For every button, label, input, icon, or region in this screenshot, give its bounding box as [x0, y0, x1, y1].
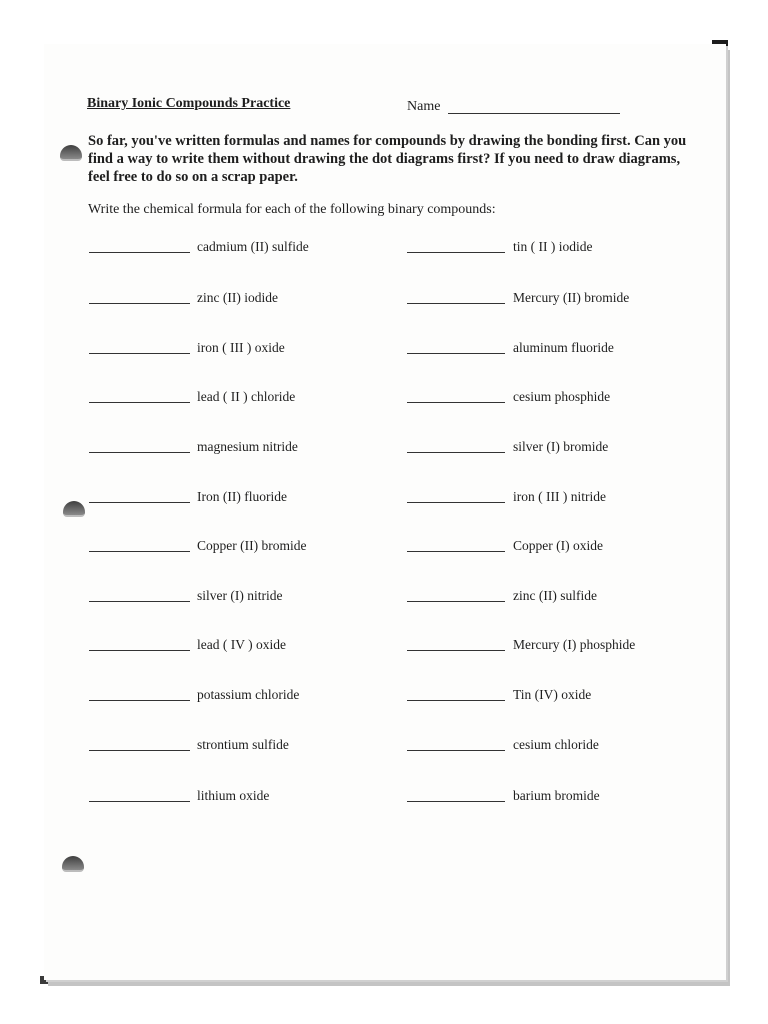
- punch-hole-icon: [62, 856, 84, 872]
- left-answer-blank-9[interactable]: [89, 650, 190, 651]
- instructions: Write the chemical formula for each of the following binary compounds:: [88, 202, 496, 217]
- right-answer-blank-10[interactable]: [407, 700, 505, 701]
- left-answer-blank-3[interactable]: [89, 353, 190, 354]
- right-compound-name-12: barium bromide: [513, 788, 600, 803]
- right-answer-blank-3[interactable]: [407, 353, 505, 354]
- name-field[interactable]: [448, 113, 620, 114]
- right-answer-blank-6[interactable]: [407, 502, 505, 503]
- left-compound-name-3: iron ( III ) oxide: [197, 340, 285, 355]
- right-compound-name-9: Mercury (I) phosphide: [513, 637, 636, 652]
- left-compound-name-9: lead ( IV ) oxide: [197, 637, 286, 652]
- right-answer-blank-5[interactable]: [407, 452, 505, 453]
- left-compound-name-6: Iron (II) fluoride: [197, 489, 287, 504]
- right-compound-name-8: zinc (II) sulfide: [513, 588, 597, 603]
- right-compound-name-7: Copper (I) oxide: [513, 538, 603, 553]
- right-answer-blank-11[interactable]: [407, 750, 505, 751]
- right-compound-name-10: Tin (IV) oxide: [513, 687, 592, 702]
- left-answer-blank-10[interactable]: [89, 700, 190, 701]
- left-answer-blank-8[interactable]: [89, 601, 190, 602]
- right-compound-name-4: cesium phosphide: [513, 389, 611, 404]
- left-compound-name-4: lead ( II ) chloride: [197, 389, 296, 404]
- right-compound-name-6: iron ( III ) nitride: [513, 489, 606, 504]
- left-compound-name-10: potassium chloride: [197, 687, 300, 702]
- left-compound-name-8: silver (I) nitride: [197, 588, 283, 603]
- left-compound-name-12: lithium oxide: [197, 788, 270, 803]
- right-compound-name-1: tin ( II ) iodide: [513, 239, 593, 254]
- left-answer-blank-12[interactable]: [89, 801, 190, 802]
- right-answer-blank-12[interactable]: [407, 801, 505, 802]
- left-answer-blank-11[interactable]: [89, 750, 190, 751]
- left-compound-name-1: cadmium (II) sulfide: [197, 239, 309, 254]
- left-answer-blank-7[interactable]: [89, 551, 190, 552]
- left-compound-name-5: magnesium nitride: [197, 439, 298, 454]
- right-answer-blank-2[interactable]: [407, 303, 505, 304]
- intro-paragraph: So far, you've written formulas and names for compounds by drawing the bonding first. Can you find a way to write them without drawing the dot diagrams first? If you need to draw diagrams, feel free to do so on a scrap paper.: [88, 133, 687, 185]
- left-answer-blank-2[interactable]: [89, 303, 190, 304]
- worksheet-title: Binary Ionic Compounds Practice: [87, 96, 291, 111]
- right-answer-blank-1[interactable]: [407, 252, 505, 253]
- left-answer-blank-4[interactable]: [89, 402, 190, 403]
- right-answer-blank-4[interactable]: [407, 402, 505, 403]
- left-compound-name-2: zinc (II) iodide: [197, 290, 278, 305]
- left-answer-blank-6[interactable]: [89, 502, 190, 503]
- right-answer-blank-8[interactable]: [407, 601, 505, 602]
- right-compound-name-3: aluminum fluoride: [513, 340, 614, 355]
- right-compound-name-2: Mercury (II) bromide: [513, 290, 630, 305]
- punch-hole-icon: [60, 145, 82, 161]
- right-answer-blank-7[interactable]: [407, 551, 505, 552]
- left-compound-name-11: strontium sulfide: [197, 737, 289, 752]
- right-answer-blank-9[interactable]: [407, 650, 505, 651]
- left-compound-name-7: Copper (II) bromide: [197, 538, 307, 553]
- right-compound-name-5: silver (I) bromide: [513, 439, 609, 454]
- punch-hole-icon: [63, 501, 85, 517]
- right-compound-name-11: cesium chloride: [513, 737, 599, 752]
- name-label: Name: [407, 99, 441, 114]
- left-answer-blank-5[interactable]: [89, 452, 190, 453]
- left-answer-blank-1[interactable]: [89, 252, 190, 253]
